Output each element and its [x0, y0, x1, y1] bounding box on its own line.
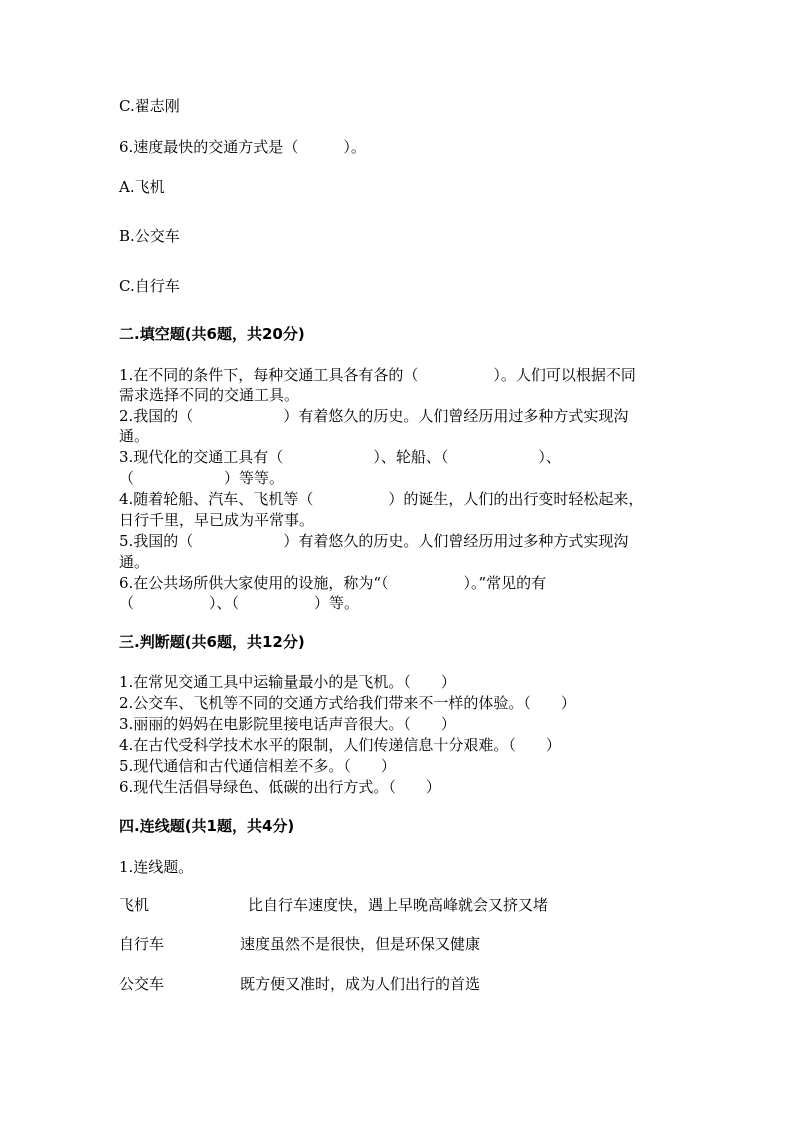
- fill-in-line: 3.现代化的交通工具有（ ）、轮船、（ ）、: [119, 448, 561, 466]
- true-false-item: 2.公交车、飞机等不同的交通方式给我们带来不一样的体验。（ ）: [119, 694, 576, 712]
- fill-in-line: 1.在不同的条件下，每种交通工具各有各的（ ）。人们可以根据不同: [119, 366, 636, 384]
- section-title-true-false: 三.判断题(共6题，共12分): [119, 633, 305, 651]
- fill-in-line: 5.我国的（ ）有着悠久的历史。人们曾经历用过多种方式实现沟: [119, 532, 629, 550]
- q6-option-c: C.自行车: [119, 277, 180, 295]
- matching-question: 1.连线题。: [119, 858, 194, 876]
- match-right-3: 既方便又准时，成为人们出行的首选: [240, 975, 481, 993]
- true-false-item: 5.现代通信和古代通信相差不多。（ ）: [119, 757, 396, 775]
- fill-in-line: （ ）等等。: [119, 469, 285, 487]
- match-right-1: 比自行车速度快，遇上早晚高峰就会又挤又堵: [248, 896, 549, 914]
- q6-option-a: A.飞机: [119, 178, 165, 196]
- fill-in-line: 通。: [119, 553, 150, 571]
- q6-option-b: B.公交车: [119, 227, 180, 245]
- fill-in-line: （ ）、（ ）等。: [119, 594, 360, 612]
- match-right-2: 速度虽然不是很快，但是环保又健康: [240, 935, 481, 953]
- true-false-item: 4.在古代受科学技术水平的限制，人们传递信息十分艰难。（ ）: [119, 736, 561, 754]
- match-left-bus: 公交车: [119, 975, 165, 993]
- question-6: 6.速度最快的交通方式是（ ）。: [119, 138, 366, 156]
- fill-in-line: 2.我国的（ ）有着悠久的历史。人们曾经历用过多种方式实现沟: [119, 407, 629, 425]
- match-left-bicycle: 自行车: [119, 935, 165, 953]
- fill-in-line: 4.随着轮船、汽车、飞机等（ ）的诞生，人们的出行变时轻松起来，: [119, 490, 644, 508]
- fill-in-line: 通。: [119, 427, 150, 445]
- fill-in-line: 需求选择不同的交通工具。: [119, 386, 300, 404]
- section-title-matching: 四.连线题(共1题，共4分): [119, 817, 295, 835]
- match-left-plane: 飞机: [119, 896, 150, 914]
- true-false-item: 6.现代生活倡导绿色、低碳的出行方式。（ ）: [119, 778, 441, 796]
- fill-in-line: 6.在公共场所供大家使用的设施，称为“（ ）。”常见的有: [119, 574, 547, 592]
- fill-in-line: 日行千里，早已成为平常事。: [119, 511, 315, 529]
- true-false-item: 3.丽丽的妈妈在电影院里接电话声音很大。（ ）: [119, 715, 456, 733]
- true-false-item: 1.在常见交通工具中运输量最小的是飞机。（ ）: [119, 673, 456, 691]
- option-c-zhai-zhigang: C.翟志刚: [119, 97, 180, 115]
- section-title-fill-in: 二.填空题(共6题，共20分): [119, 325, 305, 343]
